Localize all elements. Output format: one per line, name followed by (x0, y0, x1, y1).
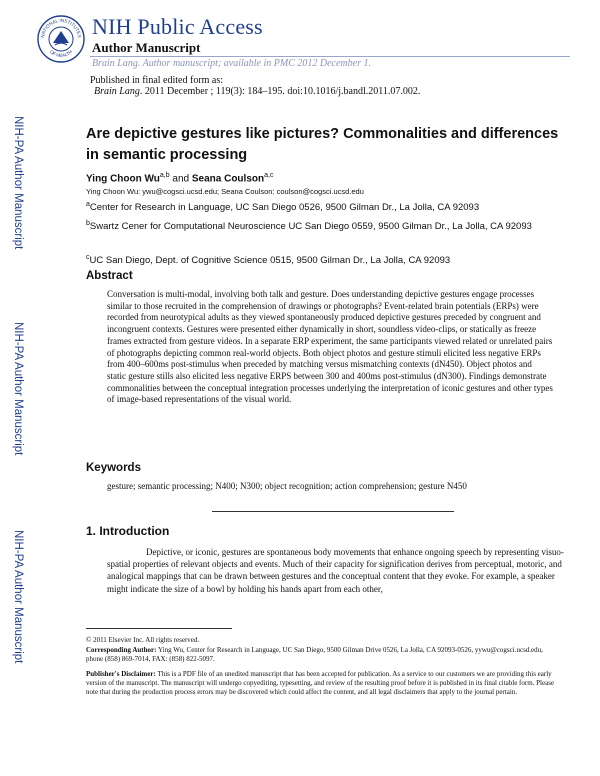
published-in-label: Published in final edited form as: (90, 75, 224, 86)
affiliation-text: Swartz Cener for Computational Neuroscience UC San Diego 0559, 9500 Gilman Dr., La Jolla, CA 92093 (89, 221, 532, 233)
citation-details: . 2011 December ; 119(3): 184–195. doi:10.1016/j.bandl.2011.07.002. (139, 86, 421, 97)
keywords-heading: Keywords (86, 462, 141, 474)
abstract-text: Conversation is multi-modal, involving both talk and gesture. Does understanding depictive gestures engage processes similar to those recruited in the comprehension of drawings or photographs? Event-related brain potentials (ERPs) were recorded from neurotypical adults as they viewed spontaneously produced depictive gestures preceded by congruent and incongruent contexts. Gestures were presented either dynamically in short, soundless video-clips, or statically as freeze frames extracted from gesture videos. In a separate ERP experiment, the same participants viewed related or unrelated pairs of photographs depicting common real-world objects. Both object photos and gesture stimuli elicited less negative ERPs from 400–600ms post-stimulus when preceded by matching versus mismatching contexts (dN450). Object photos and static gesture stills also elicited less negative ERPS between 300 and 400ms post-stimulus (dN300). Findings demonstrate commonalities between the conceptual integration processes underlying the interpretation of iconic gestures and other types of image-based representations of the visual world. (107, 289, 553, 405)
affiliation (86, 197, 566, 215)
affiliation-mark: a (86, 201, 90, 208)
header-divider (90, 56, 570, 57)
author-affiliation-marks: a,c (264, 172, 274, 179)
author-affiliation-marks: a,b (159, 172, 170, 179)
corresponding-author-note (86, 646, 556, 664)
publisher-disclaimer (86, 670, 556, 698)
publisher-disclaimer-text: This is a PDF file of an unedited manuscript that has been accepted for publication. As a service to our customers we are providing this early version of the manuscript. The manuscript will undergo copyediting, typesetting, and review of the resulting proof before it is published in its final citable form. Please note that during the production process errors may be discovered which could affect the content, and all legal disclaimers that apply to the journal pertain. (86, 670, 555, 697)
author-name: Seana Coulson (191, 173, 265, 185)
nih-public-access-title: NIH Public Access (92, 14, 263, 39)
affiliation-text: UC San Diego, Dept. of Cognitive Science 0515, 9500 Gilman Dr., La Jolla, CA 92093 (89, 255, 451, 267)
author-manuscript-label: Author Manuscript (92, 40, 201, 55)
affiliation-mark: b (86, 220, 90, 227)
paper-title: Are depictive gestures like pictures? Commonalities and differences in semantic processing (86, 126, 559, 163)
copyright-notice: © 2011 Elsevier Inc. All rights reserved. (86, 636, 200, 644)
author-emails: Ying Choon Wu: ywu@cogsci.ucsd.edu; Seana Coulson: coulson@cogsci.ucsd.edu (86, 187, 364, 196)
affiliation-text: Center for Research in Language, UC San Diego 0526, 9500 Gilman Dr., La Jolla, CA 92093 (89, 202, 480, 214)
author-joiner: and (169, 173, 192, 185)
affiliation (86, 250, 566, 268)
logo-text-top: NATIONAL INSTITUTES (40, 17, 82, 39)
introduction-text: Depictive, or iconic, gestures are spontaneous body movements that enhance ongoing speech by representing visuo-spatial properties of relevant objects and events. Much of their capacity for signification derives from perceptual, motoric, and analogical mappings that can be drawn between gestures and the conceptual content that they evoke. For example, a speaker might indicate the size of a bowl by holding his hands apart from each other, (107, 547, 564, 594)
footnote-divider (86, 628, 232, 629)
author-list (86, 172, 273, 184)
svg-text:OF HEALTH (49, 49, 73, 58)
logo-text-bottom: OF HEALTH (48, 49, 74, 59)
sidebar-label-top: NIH-PA Author Manuscript (12, 116, 24, 250)
affiliation (86, 216, 566, 234)
sidebar-label-bottom: NIH-PA Author Manuscript (12, 530, 24, 664)
citation (94, 86, 420, 97)
author-name: Ying Choon Wu (86, 173, 160, 185)
citation-journal: Brain Lang (94, 86, 140, 97)
sidebar-label-middle: NIH-PA Author Manuscript (12, 322, 24, 456)
corresponding-author-text: Ying Wu, Center for Research in Language, UC San Diego, 9500 Gilman Drive 0526, La Jolla, CA 92093-0526, yywu@cogsci.ucsd.edu, phone (858) 869-7014, FAX: (858) 822-5097. (86, 646, 543, 664)
introduction-heading: 1. Introduction (86, 524, 170, 538)
affiliation-mark: c (86, 254, 90, 261)
keywords-divider (212, 511, 454, 512)
keywords-text: gesture; semantic processing; N400; N300; object recognition; action comprehension; gesture N450 (107, 481, 467, 491)
abstract-heading: Abstract (86, 270, 133, 282)
manuscript-availability-note: Brain Lang. Author manuscript; available in PMC 2012 December 1. (92, 58, 371, 69)
nih-logo (36, 14, 86, 64)
corresponding-author-label: Corresponding Author: (86, 646, 157, 654)
publisher-disclaimer-label: Publisher's Disclaimer: (86, 670, 156, 678)
